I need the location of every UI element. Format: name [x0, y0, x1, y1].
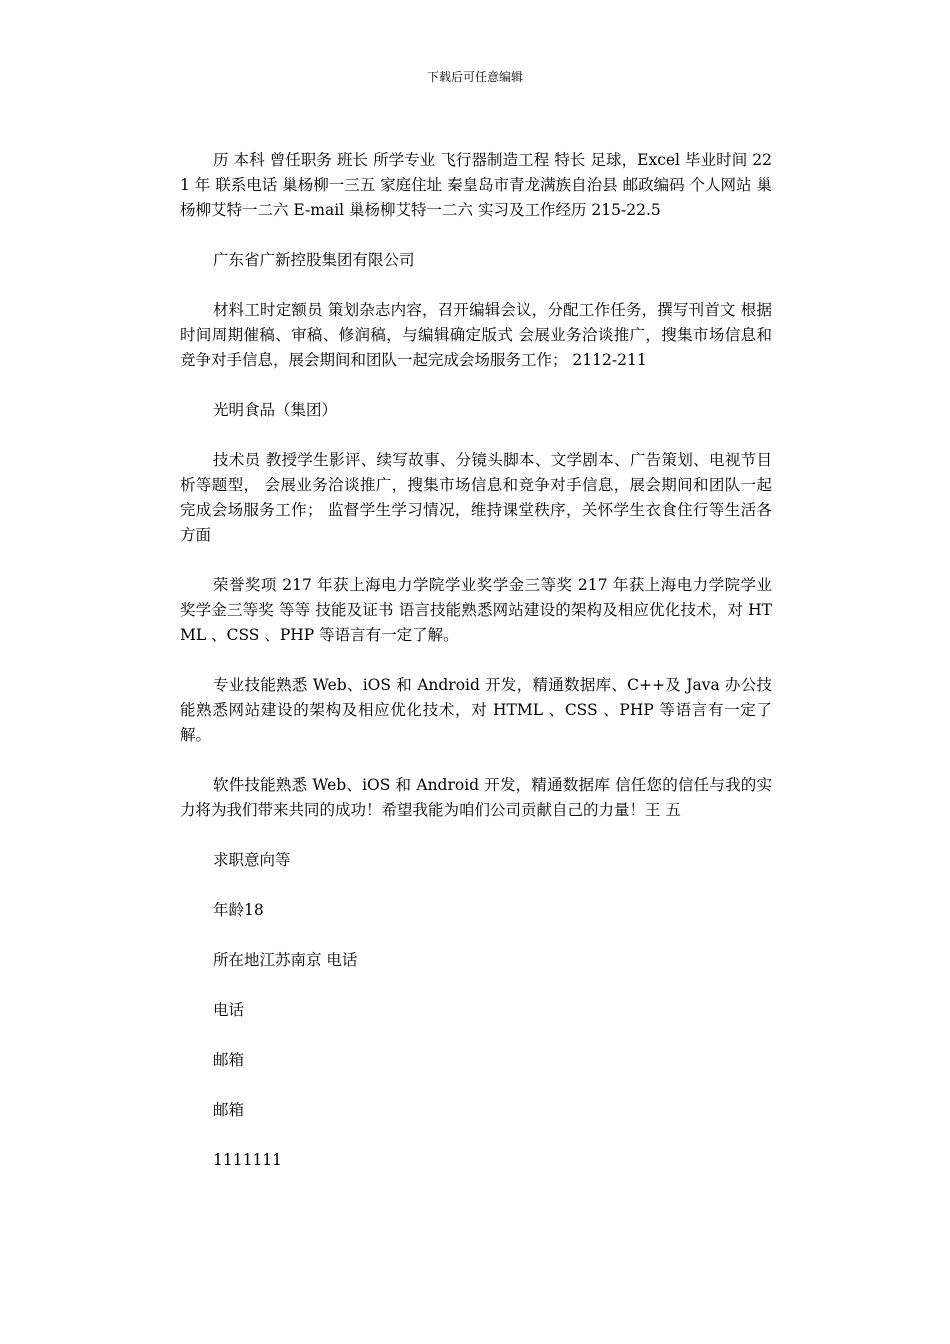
paragraph-job-2: 技术员 教授学生影评、续写故事、分镜头脚本、文学剧本、广告策划、电视节目析等题型， 会展业务洽谈推广，搜集市场信息和竞争对手信息，展会期间和团队一起完成会场服务工作； 监督学生学习情况，维持课堂秩序，关怀学生衣食住行等生活各方面	[180, 451, 772, 544]
paragraph-job-intention: 求职意向等	[213, 851, 291, 869]
paragraph-phone: 电话	[213, 1001, 245, 1019]
paragraph-number: 1111111	[213, 1151, 283, 1169]
paragraph-honors: 荣誉奖项 217 年获上海电力学院学业奖学金三等奖 217 年获上海电力学院学业奖学金三等奖 等等 技能及证书 语言技能熟悉网站建设的架构及相应优化技术，对 HTML 、CSS 、PHP 等语言有一定了解。	[180, 576, 772, 644]
document-body	[180, 148, 772, 1198]
paragraph-location: 所在地江苏南京 电话	[213, 951, 358, 969]
paragraph-job-1: 材料工时定额员 策划杂志内容，召开编辑会议，分配工作任务，撰写刊首文 根据时间周期催稿、审稿、修润稿，与编辑确定版式 会展业务洽谈推广，搜集市场信息和竞争对手信息，展会期间和团队一起完成会场服务工作； 2112-211	[180, 301, 772, 369]
paragraph-software-skills: 软件技能熟悉 Web、iOS 和 Android 开发，精通数据库 信任您的信任与我的实力将为我们带来共同的成功！希望我能为咱们公司贡献自己的力量！王 五	[180, 776, 772, 819]
paragraph-education-info: 历 本科 曾任职务 班长 所学专业 飞行器制造工程 特长 足球，Excel 毕业时间 221 年 联系电话 巢杨柳一三五 家庭住址 秦皇岛市青龙满族自治县 邮政编码 个人网站 巢杨柳艾特一二六 E-mail 巢杨柳艾特一二六 实习及工作经历 215-22.5	[180, 151, 772, 219]
paragraph-email-2: 邮箱	[213, 1101, 245, 1119]
paragraph-company-2: 光明食品（集团）	[213, 401, 338, 419]
paragraph-age: 年龄18	[213, 901, 264, 919]
paragraph-email-1: 邮箱	[213, 1051, 245, 1069]
paragraph-company-1: 广东省广新控股集团有限公司	[213, 251, 415, 269]
page-header: 下载后可任意编辑	[426, 70, 523, 84]
paragraph-professional-skills: 专业技能熟悉 Web、iOS 和 Android 开发，精通数据库、C++及 Java 办公技能熟悉网站建设的架构及相应优化技术，对 HTML 、CSS 、PHP 等语言有一定了解。	[180, 676, 772, 744]
